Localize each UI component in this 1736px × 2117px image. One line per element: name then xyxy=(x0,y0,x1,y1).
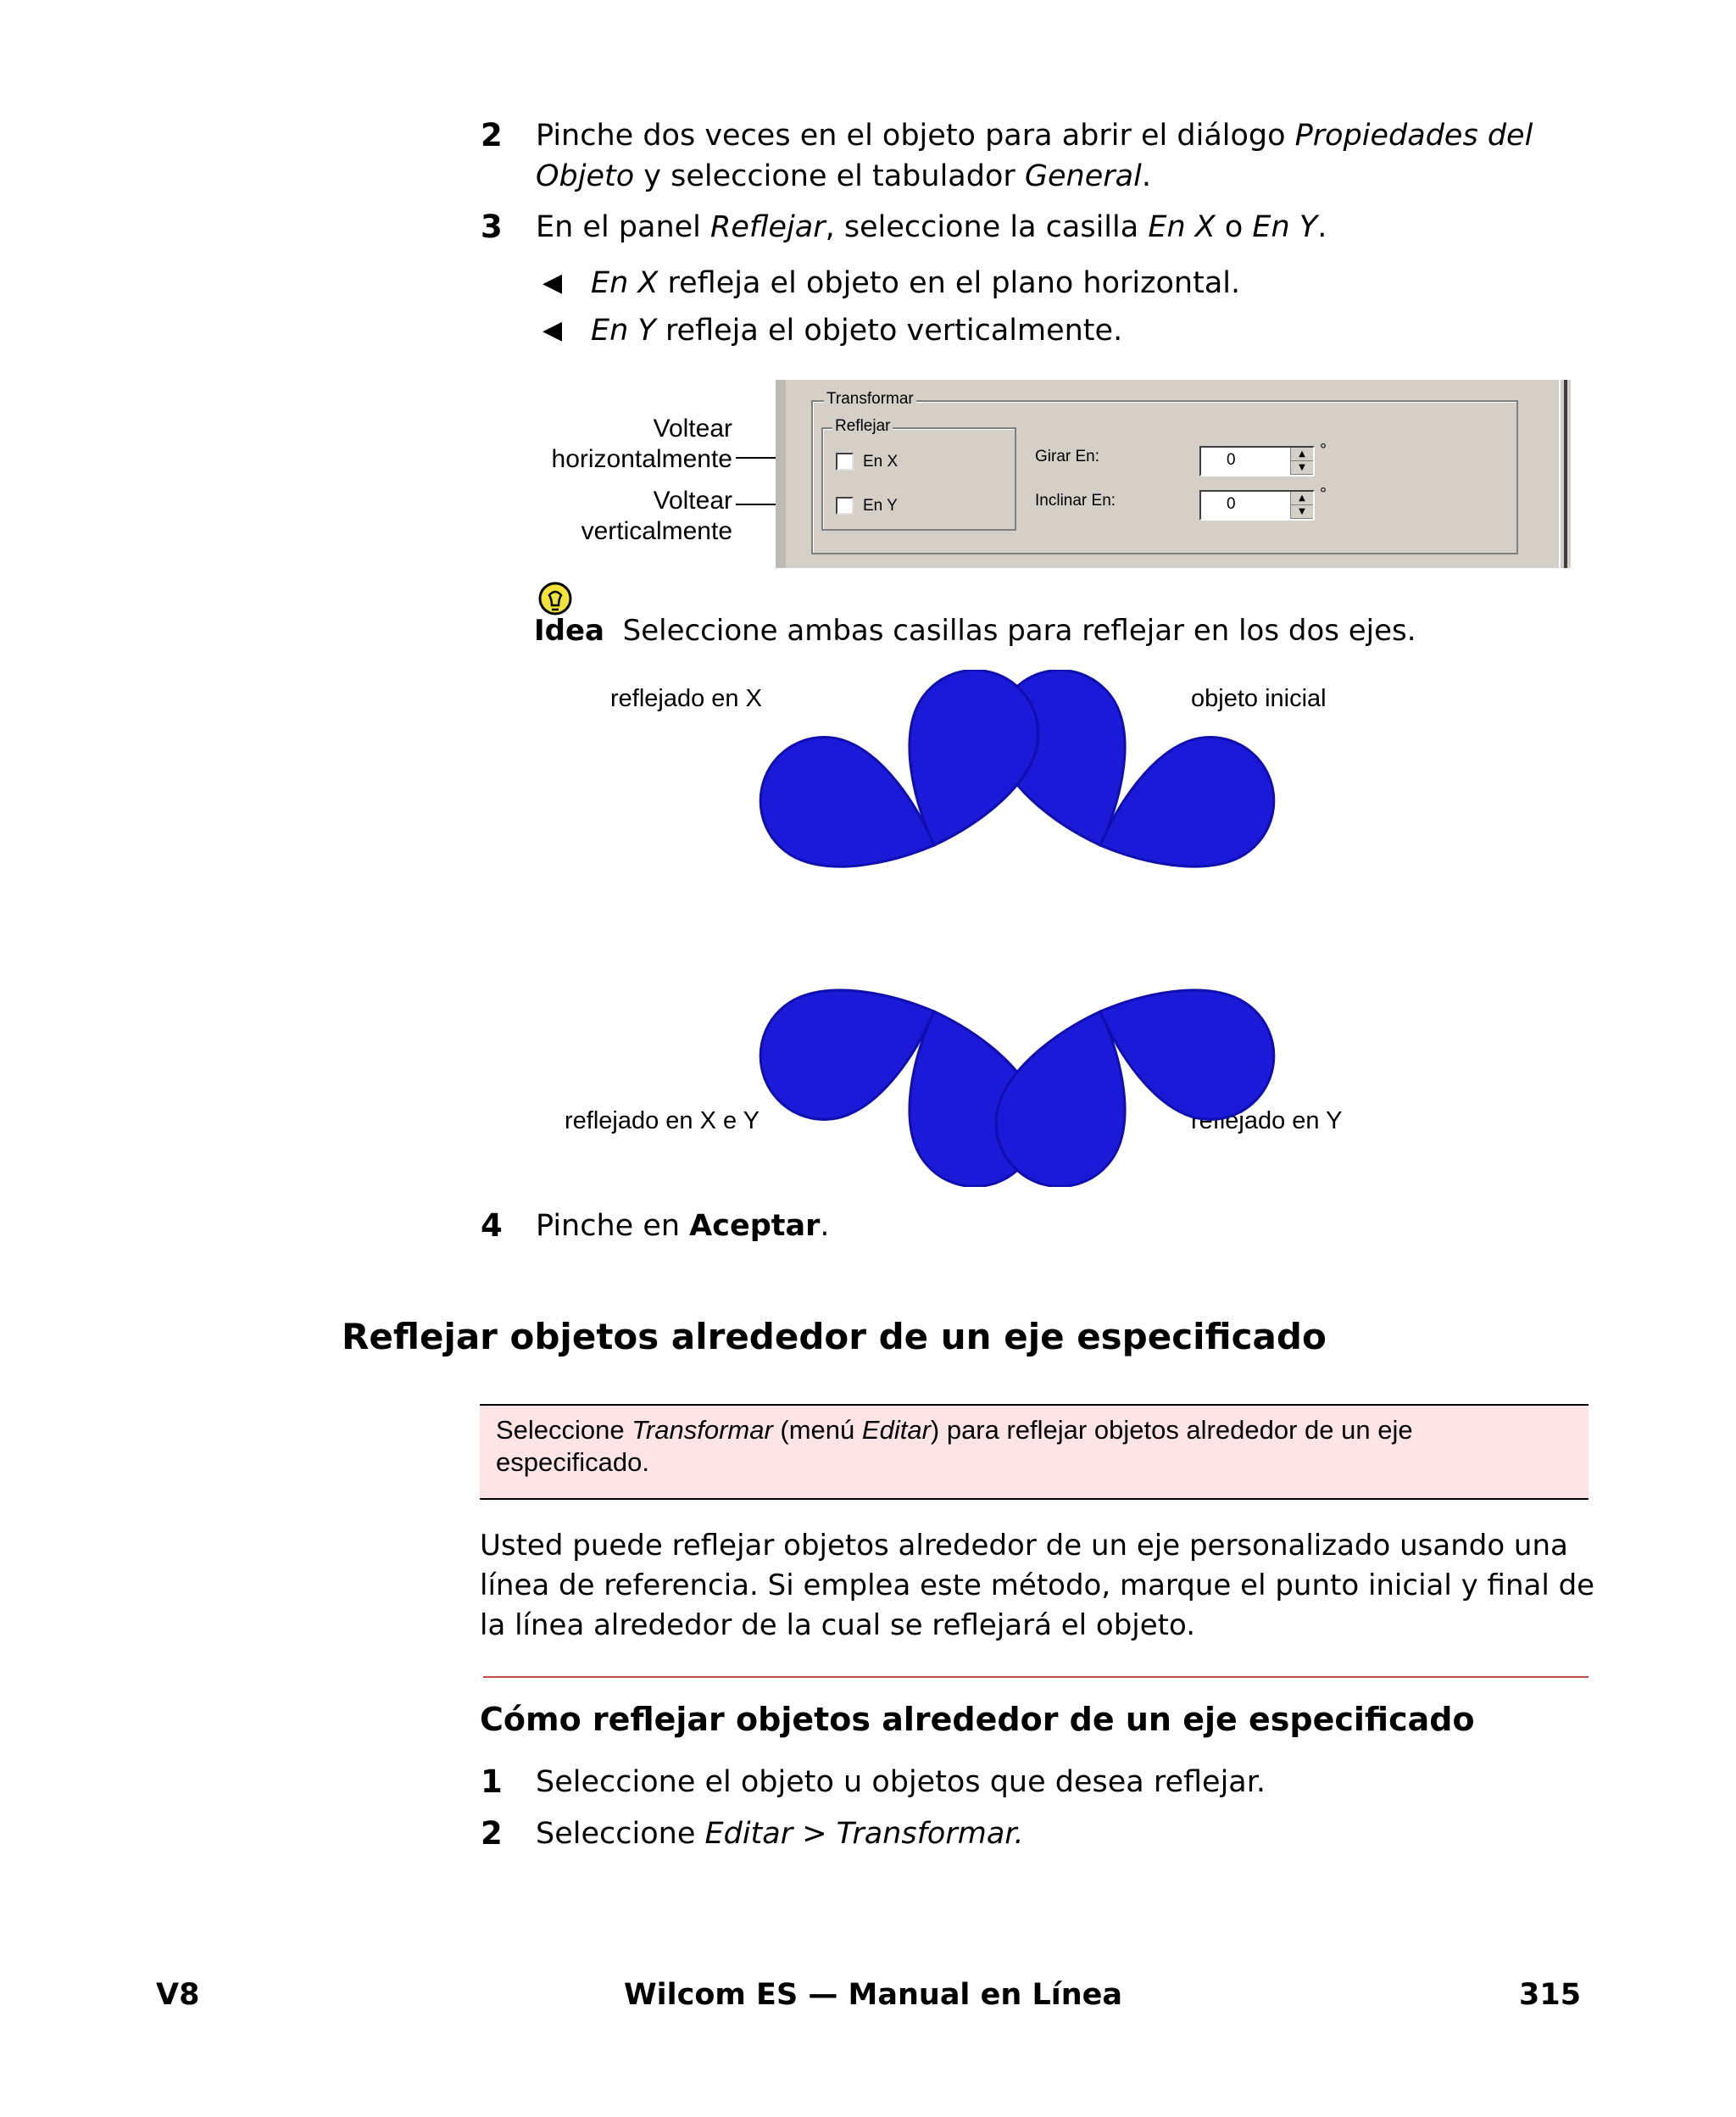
footer-page-number: 315 xyxy=(1519,1978,1582,2012)
dialog-right-edge xyxy=(1564,380,1567,568)
skew-spinbox[interactable] xyxy=(1199,490,1315,521)
group-reflejar xyxy=(821,427,1016,531)
triangle-left-icon: ◀ xyxy=(542,268,563,298)
step-text: Seleccione el objeto u objetos que desea reflejar. xyxy=(536,1765,1266,1799)
text-run-italic: En X xyxy=(591,266,659,300)
text-run: . xyxy=(1141,159,1151,193)
footer-center: Wilcom ES — Manual en Línea xyxy=(624,1978,1123,2012)
callout-vertical xyxy=(475,486,732,547)
rotate-spinbox[interactable] xyxy=(1199,446,1315,476)
tip-label: Idea xyxy=(534,614,604,648)
label-top-right: objeto inicial xyxy=(1191,685,1327,712)
group-reflejar-title: Reflejar xyxy=(832,417,893,436)
checkbox-en-x-label: En X xyxy=(863,453,899,471)
group-transformar-title: Transformar xyxy=(824,390,916,409)
step-text xyxy=(536,115,1595,197)
bullet-en-x xyxy=(0,263,1736,305)
step-number: 4 xyxy=(481,1207,503,1244)
tip xyxy=(534,612,1416,649)
skew-spin-buttons[interactable] xyxy=(1290,492,1313,519)
step-number: 2 xyxy=(481,117,503,153)
section-title: Reflejar objetos alrededor de un eje especificado xyxy=(342,1316,1327,1357)
checkbox-en-y-label: En Y xyxy=(863,497,898,515)
text-run-italic: Propiedades del xyxy=(1294,119,1533,153)
spin-up-icon[interactable]: ▲ xyxy=(1291,448,1313,461)
skew-label: Inclinar En: xyxy=(1035,492,1116,510)
text-run: Pinche en xyxy=(536,1209,690,1243)
text-run: . xyxy=(820,1209,830,1243)
footer-left: V8 xyxy=(156,1978,200,2012)
text-run: refleja el objeto en el plano horizontal. xyxy=(658,266,1241,300)
petal-group xyxy=(746,670,1288,1187)
text-run-italic: Editar xyxy=(861,1415,931,1445)
step-number: 3 xyxy=(481,209,503,245)
bullet-en-y xyxy=(0,310,1736,353)
text-run: Pinche dos veces en el objeto para abrir el diálogo xyxy=(536,119,1295,153)
text-run-italic: Transformar xyxy=(632,1415,773,1445)
skew-degree: ° xyxy=(1320,485,1327,504)
callout-line: horizontalmente xyxy=(551,445,732,473)
checkbox-en-y[interactable] xyxy=(836,497,854,515)
text-run: , seleccione la casilla xyxy=(825,210,1149,244)
text-run-italic: En Y xyxy=(591,314,656,348)
checkbox-en-x[interactable] xyxy=(836,453,854,471)
text-run: En el panel xyxy=(536,210,711,244)
step-1-bottom xyxy=(0,1762,1736,1804)
howto-title: Cómo reflejar objetos alrededor de un eje especificado xyxy=(480,1701,1475,1738)
step-2 xyxy=(0,115,1736,200)
text-run-italic: En X xyxy=(1148,210,1216,244)
step-4 xyxy=(0,1206,1736,1248)
body-paragraph: Usted puede reflejar objetos alrededor de un eje personalizado usando una línea de referencia. Si emplea este método, marque el punto inicial y final de la línea alrededor de la cual se reflejará el objeto. xyxy=(480,1529,1595,1642)
step-3 xyxy=(0,207,1736,249)
text-run: (menú xyxy=(772,1415,862,1445)
dialog-left-edge xyxy=(776,380,786,568)
tip-text: Seleccione ambas casillas para reflejar en los dos ejes. xyxy=(622,614,1416,648)
mirror-petals-figure xyxy=(746,670,1288,1187)
step-text xyxy=(536,1206,1595,1246)
label-bottom-left: reflejado en X e Y xyxy=(565,1107,760,1134)
step-2-bottom xyxy=(0,1813,1736,1856)
text-run: . xyxy=(1317,210,1327,244)
text-run-italic: Editar > Transformar. xyxy=(704,1817,1024,1851)
step-number: 1 xyxy=(481,1763,503,1800)
triangle-left-icon: ◀ xyxy=(542,315,563,345)
step-text xyxy=(536,207,1595,248)
callout-line: Voltear xyxy=(653,415,732,443)
shortcut-box xyxy=(480,1404,1589,1500)
text-run: Seleccione xyxy=(496,1415,632,1445)
transform-dialog xyxy=(776,380,1571,568)
text-run: ) para reflejar objetos alrededor de un eje especificado. xyxy=(496,1415,1413,1477)
text-run-italic: Objeto xyxy=(536,159,635,193)
dialog-right-edge xyxy=(1559,380,1561,568)
rotate-spin-buttons[interactable] xyxy=(1290,448,1313,475)
text-run-italic: General xyxy=(1024,159,1142,193)
text-run-italic: Reflejar xyxy=(710,210,826,244)
callout-line: Voltear xyxy=(653,487,732,515)
callout-line: verticalmente xyxy=(581,517,732,545)
rotate-label: Girar En: xyxy=(1035,448,1100,465)
spin-down-icon[interactable]: ▼ xyxy=(1291,461,1313,475)
divider xyxy=(483,1676,1589,1678)
rotate-value: 0 xyxy=(1227,451,1236,469)
callout-horizontal xyxy=(475,414,732,475)
text-run: Seleccione xyxy=(536,1817,705,1851)
label-bottom-right: reflejado en Y xyxy=(1191,1107,1343,1134)
bullet-text xyxy=(591,310,1122,351)
step-text xyxy=(536,1813,1595,1854)
spin-down-icon[interactable]: ▼ xyxy=(1291,505,1313,519)
shortcut-text xyxy=(496,1414,1572,1479)
text-run: o xyxy=(1215,210,1253,244)
step-number: 2 xyxy=(481,1815,503,1852)
text-run-bold: Aceptar xyxy=(689,1209,821,1243)
text-run-italic: En Y xyxy=(1252,210,1318,244)
rotate-degree: ° xyxy=(1320,441,1327,460)
skew-value: 0 xyxy=(1227,495,1236,513)
bullet-text xyxy=(591,263,1240,304)
spin-up-icon[interactable]: ▲ xyxy=(1291,492,1313,505)
text-run: refleja el objeto verticalmente. xyxy=(655,314,1123,348)
text-run: y seleccione el tabulador xyxy=(634,159,1025,193)
label-top-left: reflejado en X xyxy=(610,685,762,712)
